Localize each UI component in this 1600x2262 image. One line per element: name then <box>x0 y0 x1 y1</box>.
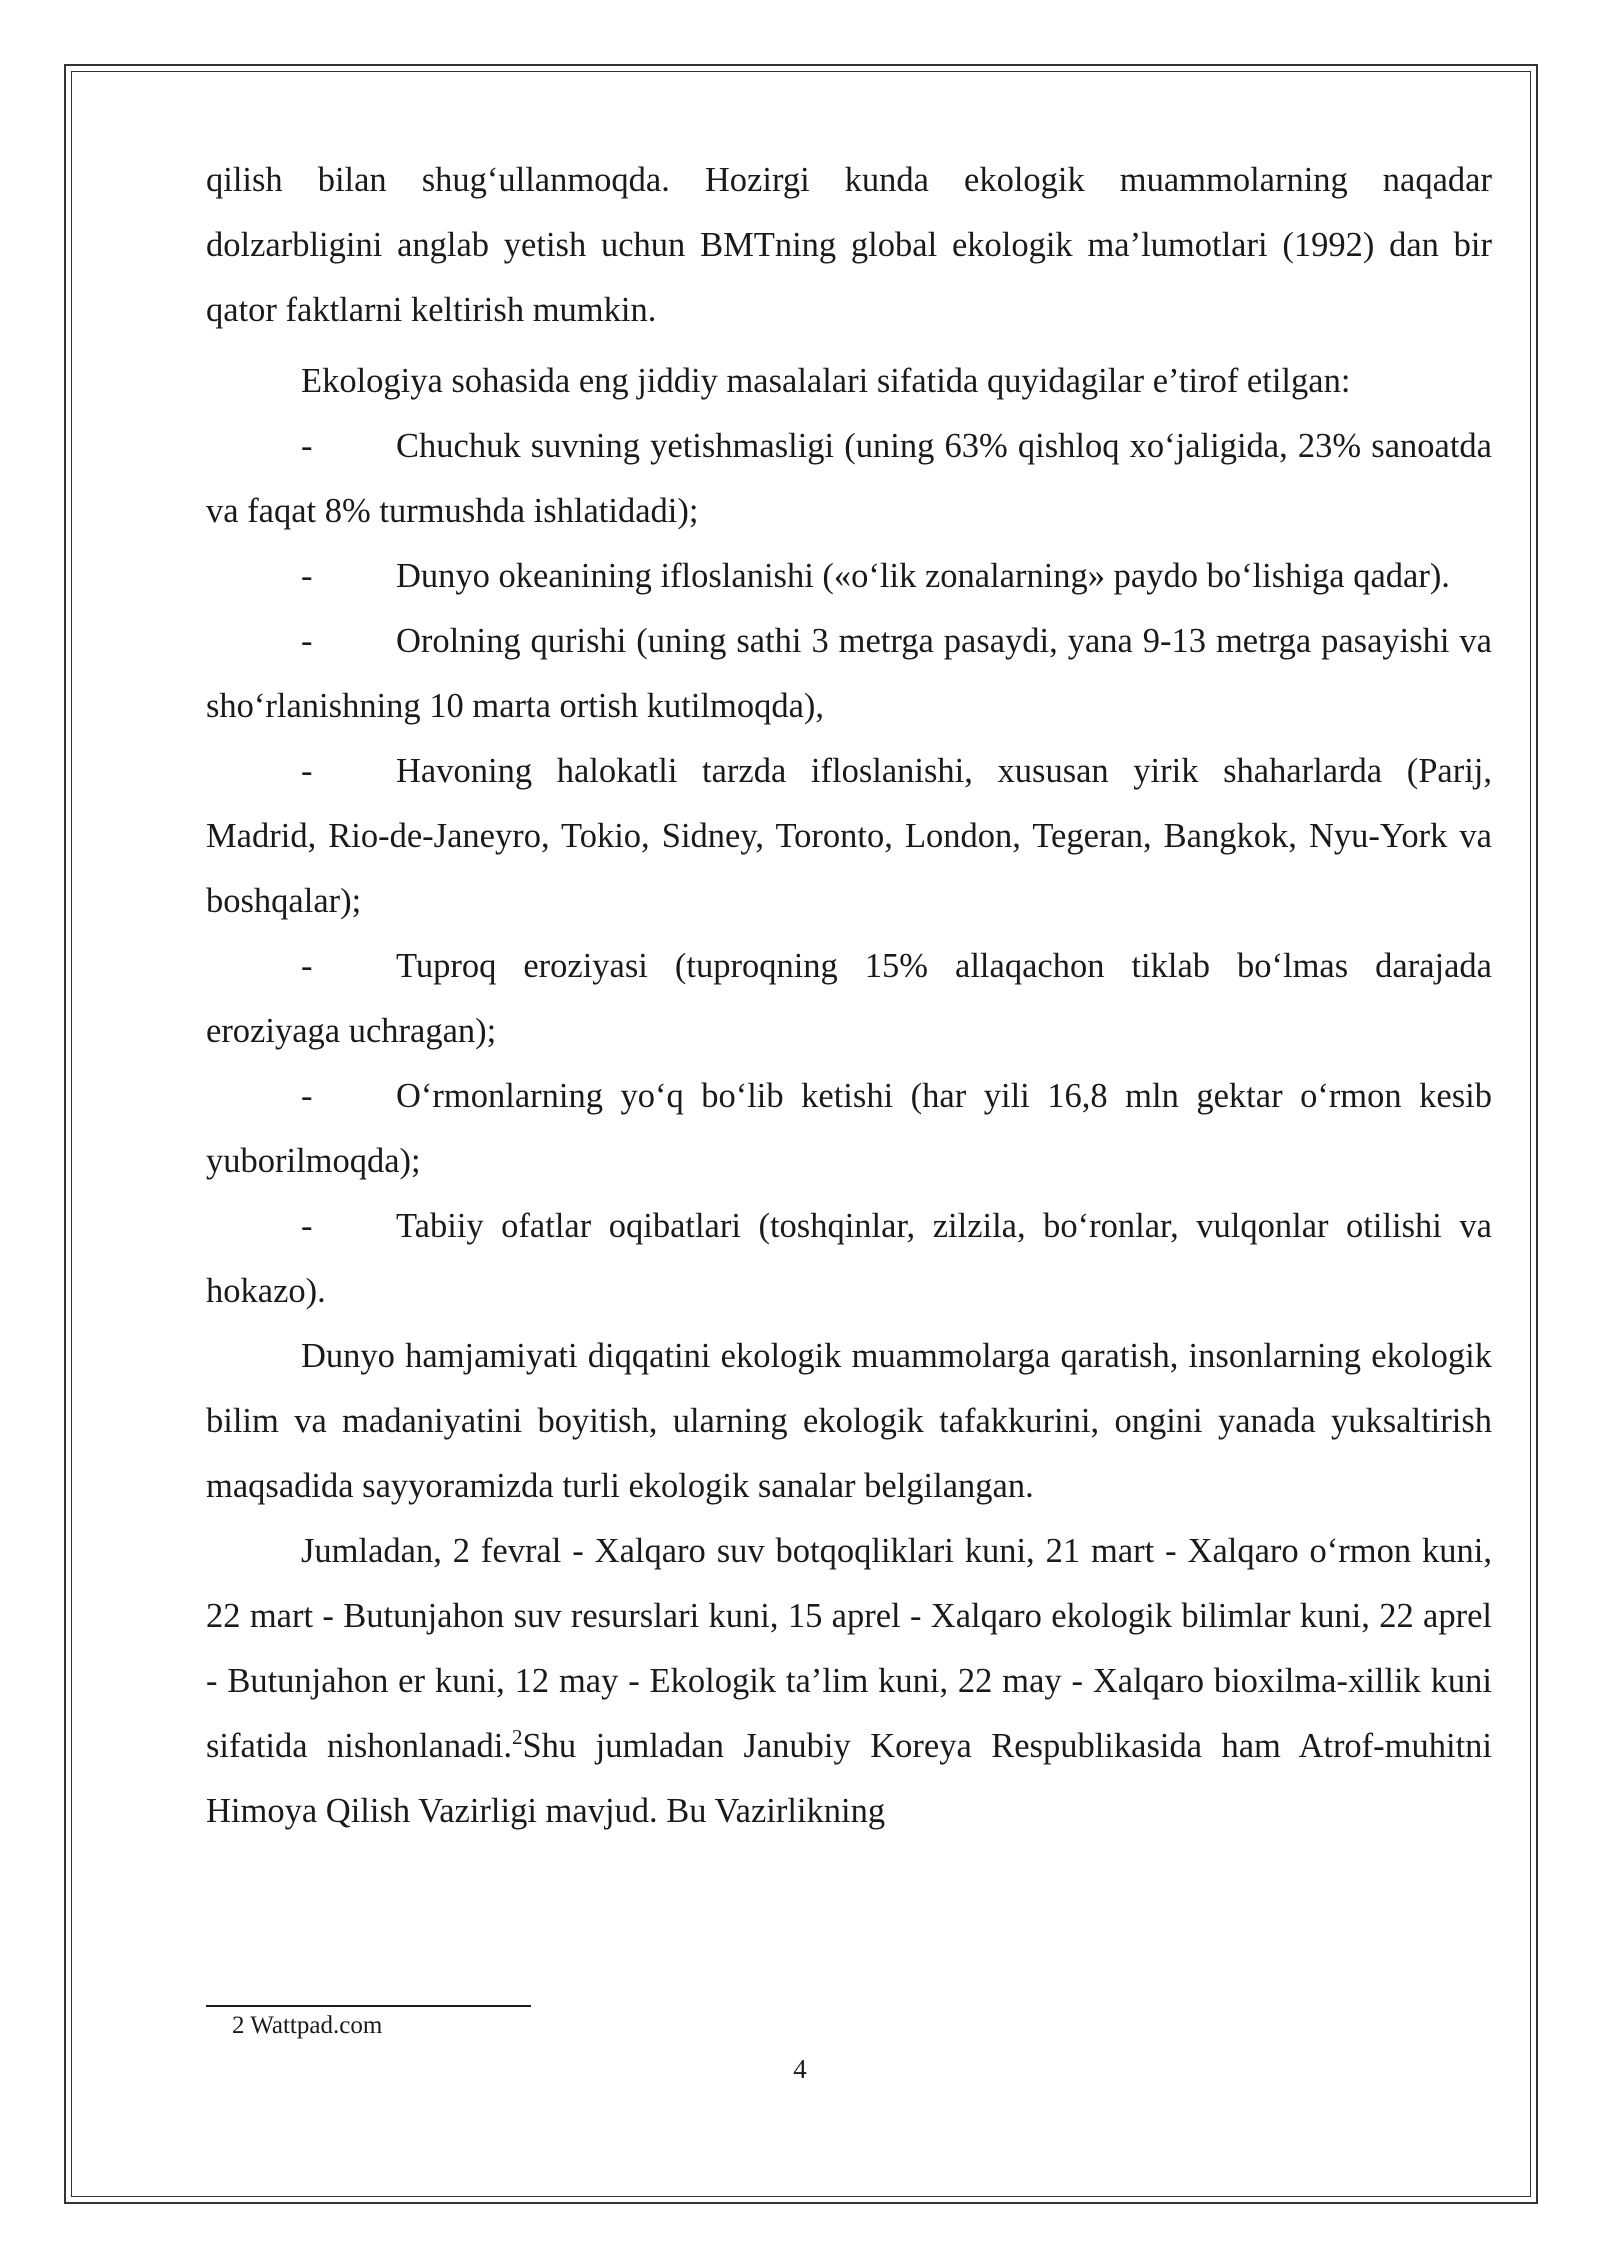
list-item <box>206 609 1492 739</box>
list-item-text: Dunyo okeanining ifloslanishi («o‘lik zonalarning» paydo bo‘lishiga qadar). <box>396 557 1450 595</box>
document-body <box>206 148 1492 1844</box>
paragraph-korea-text: Shu jumladan Janubiy Koreya Respublikasida ham Atrof-muhitni Himoya Qilish Vazirligi mavjud. Bu Vazirlikning <box>206 1727 1493 1830</box>
list-dash: - <box>301 752 313 790</box>
list-item <box>206 739 1492 934</box>
paragraph-eco-dates-intro: Dunyo hamjamiyati diqqatini ekologik muammolarga qaratish, insonlarning ekologik bilim va madaniyatini boyitish, ularning ekologik tafakkurini, ongini yanada yuksaltirish maqsadida sayyoramizda turli ekologik sanalar belgilangan. <box>206 1337 1492 1505</box>
list-item-text: O‘rmonlarning yo‘q bo‘lib ketishi (har yili 16,8 mln gektar o‘rmon kesib yuborilmoqda); <box>206 1077 1492 1180</box>
list-dash: - <box>301 622 313 660</box>
list-item <box>206 934 1492 1064</box>
paragraph-list-lead: Ekologiya sohasida eng jiddiy masalalari sifatida quyidagilar e’tirof etilgan: <box>301 362 1351 400</box>
list-item <box>206 414 1492 544</box>
paragraph-intro: qilish bilan shug‘ullanmoqda. Hozirgi kunda ekologik muammolarning naqadar dolzarbligini anglab yetish uchun BMTning global ekologik ma’lumotlari (1992) dan bir qator faktlarni keltirish mumkin. <box>206 161 1492 329</box>
paragraph-eco-dates <box>206 1519 1492 1844</box>
list-dash: - <box>301 1207 313 1245</box>
page-number: 4 <box>793 2054 807 2084</box>
footnote-text: 2 Wattpad.com <box>232 2012 383 2039</box>
list-item <box>206 1194 1492 1324</box>
paragraph-eco-dates-text: Jumladan, 2 fevral - Xalqaro suv botqoqliklari kuni, 21 mart - Xalqaro o‘rmon kuni, 22 mart - Butunjahon suv resurslari kuni, 15 aprel - Xalqaro ekologik bilimlar kuni, 22 aprel - Butunjahon er kuni, 12 may - Ekologik ta’lim kuni, 22 may - Xalqaro bioxilma-xillik kuni sifatida nishonlanadi. <box>206 1532 1492 1765</box>
list-item-text: Orolning qurishi (uning sathi 3 metrga pasaydi, yana 9-13 metrga pasayishi va sho‘rlanishning 10 marta ortish kutilmoqda), <box>206 622 1492 725</box>
list-item <box>206 544 1492 609</box>
list-dash: - <box>301 1077 313 1115</box>
list-dash: - <box>301 947 313 985</box>
list-item-text: Chuchuk suvning yetishmasligi (uning 63% qishloq xo‘jaligida, 23% sanoatda va faqat 8% turmushda ishlatidadi); <box>206 427 1492 530</box>
list-item <box>206 1064 1492 1194</box>
list-dash: - <box>301 557 313 595</box>
footnote-separator <box>206 2005 531 2007</box>
list-item-text: Tuproq eroziyasi (tuproqning 15% allaqachon tiklab bo‘lmas darajada eroziyaga uchragan); <box>206 947 1492 1050</box>
list-dash: - <box>301 427 313 465</box>
footnote-reference[interactable]: 2 <box>511 1725 523 1749</box>
list-item-text: Havoning halokatli tarzda ifloslanishi, xususan yirik shaharlarda (Parij, Madrid, Rio-de-Janeyro, Tokio, Sidney, Toronto, London, Tegeran, Bangkok, Nyu-York va boshqalar); <box>206 752 1492 920</box>
list-item-text: Tabiiy ofatlar oqibatlari (toshqinlar, zilzila, bo‘ronlar, vulqonlar otilishi va hokazo). <box>206 1207 1492 1310</box>
